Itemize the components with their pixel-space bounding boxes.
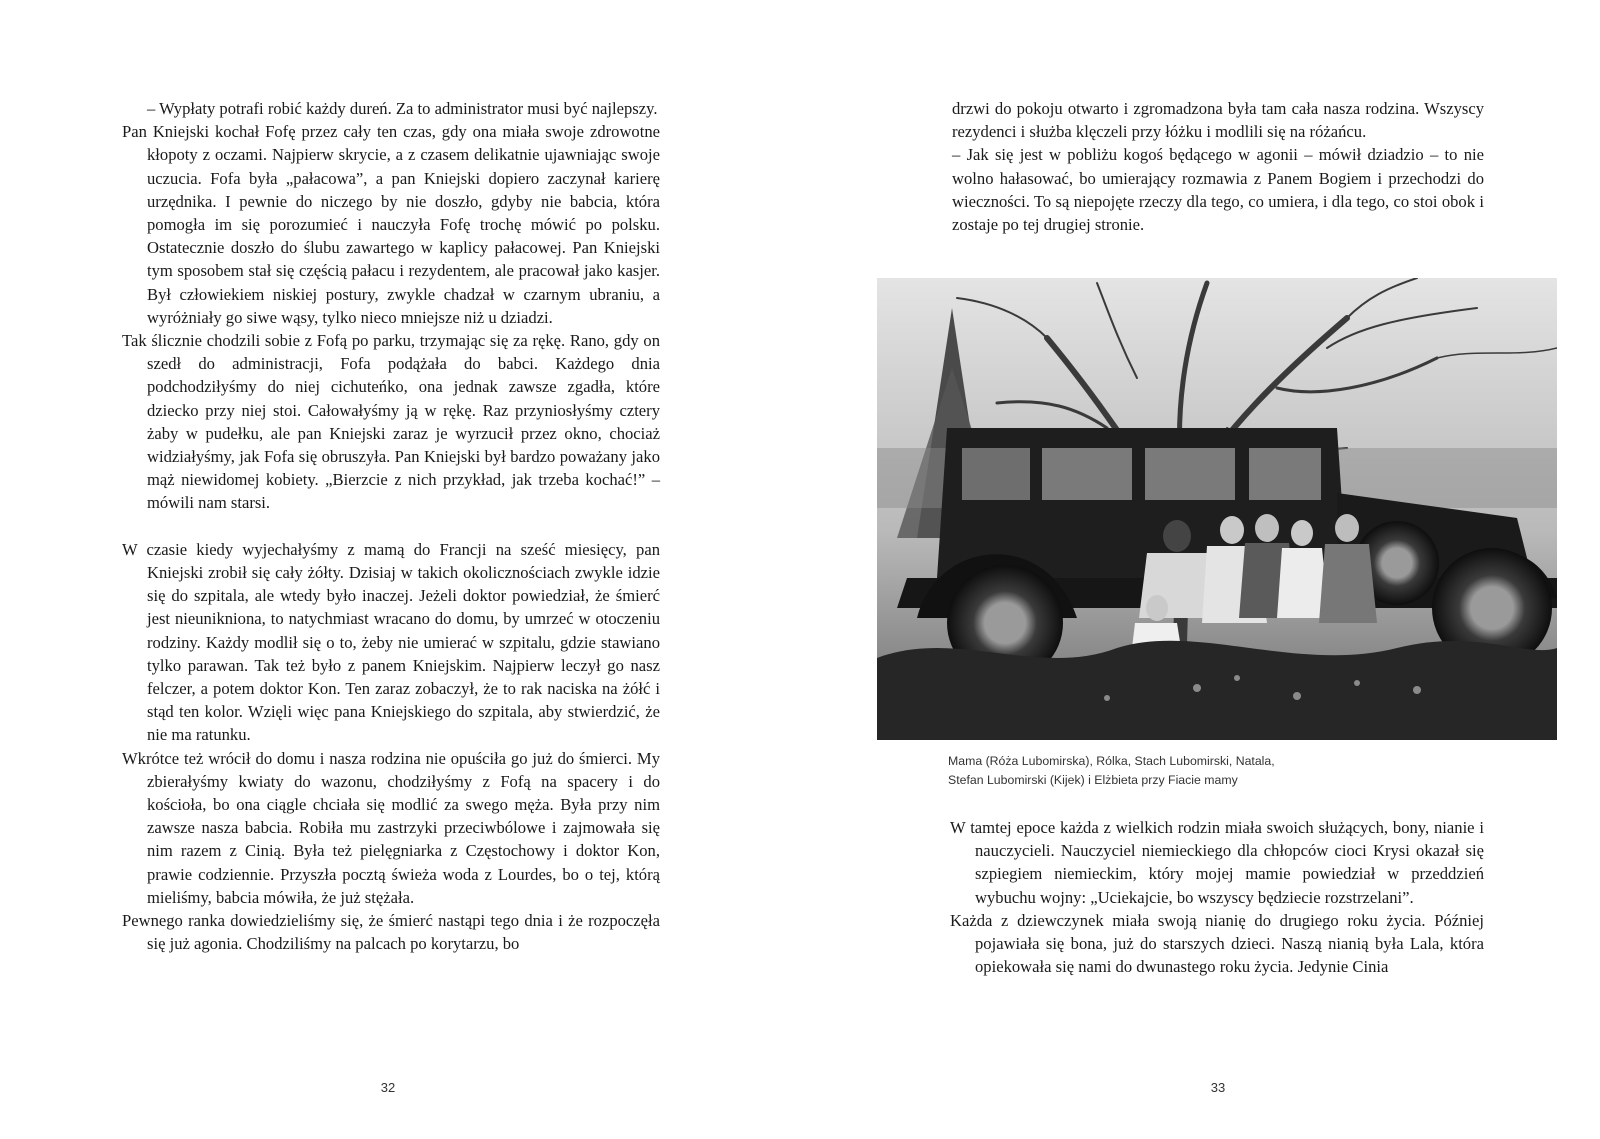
left-page-text [122,97,660,956]
paragraph-gap [122,515,660,538]
paragraph: drzwi do pokoju otwarto i zgromadzona była tam cała nasza rodzina. Wszyscy rezydenci i służba klęczeli przy łóżku i modlili się na różańcu. [952,99,1484,142]
paragraph: W tamtej epoce każda z wielkich rodzin miała swoich służących, bony, nianie i nauczycieli. Nauczyciel niemieckiego dla chłopców cioci Krysi okazał się szpiegiem niemieckim, który mojej mamie powiedział w przeddzień wybuchu wojny: „Uciekajcie, bo wszyscy będziecie rozstrzelani”. [950,818,1484,907]
family-car-photograph [877,278,1557,740]
caption-line: Mama (Róża Lubomirska), Rólka, Stach Lubomirski, Natala, [948,754,1275,768]
paragraph: – Jak się jest w pobliżu kogoś będącego w agonii – mówił dziadzio – to nie wolno hałasować, bo umierający rozmawia z Panem Bogiem i przechodzi do wieczności. To są niepojęte rzeczy dla tego, co umiera, i dla tego, co stoi obok i zostaje po tej drugiej stronie. [952,145,1484,235]
paragraph: Wkrótce też wrócił do domu i nasza rodzina nie opuściła go już do śmierci. My zbierałyśmy kwiaty do wazonu, chodziłyśmy z Fofą na spacery i do kościoła, bo ona ciągle chciała się modlić za swego męża. Była przy nim zawsze nasza babcia. Robiła mu zastrzyki przeciwbólowe i zajmowała się nim razem z Cinią. Była też pielęgniarka z Częstochowy i doktor Kon, prawie codziennie. Przyszła pocztą świeża woda z Lourdes, bo o tej, którą mieliśmy, babcia mówiła, że już stężała. [122,748,660,907]
right-page [800,0,1600,1139]
photo-caption [948,752,1468,790]
right-page-text-bottom [950,816,1484,978]
page-number-right: 33 [1210,1080,1226,1095]
paragraph: Tak ślicznie chodzili sobie z Fofą po parku, trzymając się za rękę. Rano, gdy on szedł do administracji, Fofa podążała do babci. Każdego dnia podchodziłyśmy do niej cichuteńko, ona jednak zawsze zgadła, które dziecko przy niej stoi. Całowałyśmy ją w rękę. Raz przyniosłyśmy cztery żaby w pudełku, ale pan Kniejski zaraz je wyrzucił przez okno, chociaż widziałyśmy, jak Fofa się obruszyła. Pan Kniejski był bardzo poważany jako mąż niewidomej kobiety. „Bierzcie z nich przykład, jak trzeba kochać!” – mówili nam starsi. [122,331,660,513]
paragraph: Pan Kniejski kochał Fofę przez cały ten czas, gdy ona miała swoje zdrowotne kłopoty z oczami. Najpierw skrycie, a z czasem delikatnie ujawniając swoje uczucia. Fofa była „pałacowa”, a pan Kniejski dopiero zaczynał karierę urzędnika. I pewnie do niczego by nie doszło, gdyby nie babcia, która pomogła im się porozumieć i nauczyła Fofę trochę mówić po polsku. Ostatecznie doszło do ślubu zawartego w kaplicy pałacowej. Pan Kniejski tym sposobem stał się częścią pałacu i rezydentem, ale pracował jako kasjer. Był człowiekiem niskiej postury, zwykle chadzał w czarnym ubraniu, a wyróżniały go siwe wąsy, tylko nieco mniejsze niż u dziadzi. [122,122,660,327]
paragraph: Każda z dziewczynek miała swoją nianię do drugiego roku życia. Później pojawiała się bona, już do starszych dzieci. Naszą nianią była Lala, która opiekowała się nami do dwunastego roku życia. Jedynie Cinia [950,910,1484,977]
page-number-left: 32 [380,1080,396,1095]
caption-line: Stefan Lubomirski (Kijek) i Elżbieta przy Fiacie mamy [948,773,1238,787]
paragraph: – Wypłaty potrafi robić każdy dureń. Za to administrator musi być najlepszy. [147,99,658,118]
paragraph: Pewnego ranka dowiedzieliśmy się, że śmierć nastąpi tego dnia i że rozpoczęła się już agonia. Chodziliśmy na palcach po korytarzu, bo [122,911,660,954]
right-page-text-top [952,97,1484,236]
paragraph: W czasie kiedy wyjechałyśmy z mamą do Francji na sześć miesięcy, pan Kniejski zrobił się cały żółty. Dzisiaj w takich okolicznościach zwykle idzie się do szpitala, ale wtedy było inaczej. Jeżeli doktor powiedział, że śmierć jest nieunikniona, to natychmiast wracano do domu, by umrzeć w otoczeniu rodziny. Każdy modlił się o to, żeby nie umierać w szpitalu, gdzie stawiano tylko parawan. Tak też było z panem Kniejskim. Najpierw leczył go nasz felczer, a potem doktor Kon. Ten zaraz zobaczył, że to rak naciska na żółć i stąd ten kolor. Wzięli więc pana Kniejskiego do szpitala, aby stwierdzić, że nie ma ratunku. [122,539,660,745]
